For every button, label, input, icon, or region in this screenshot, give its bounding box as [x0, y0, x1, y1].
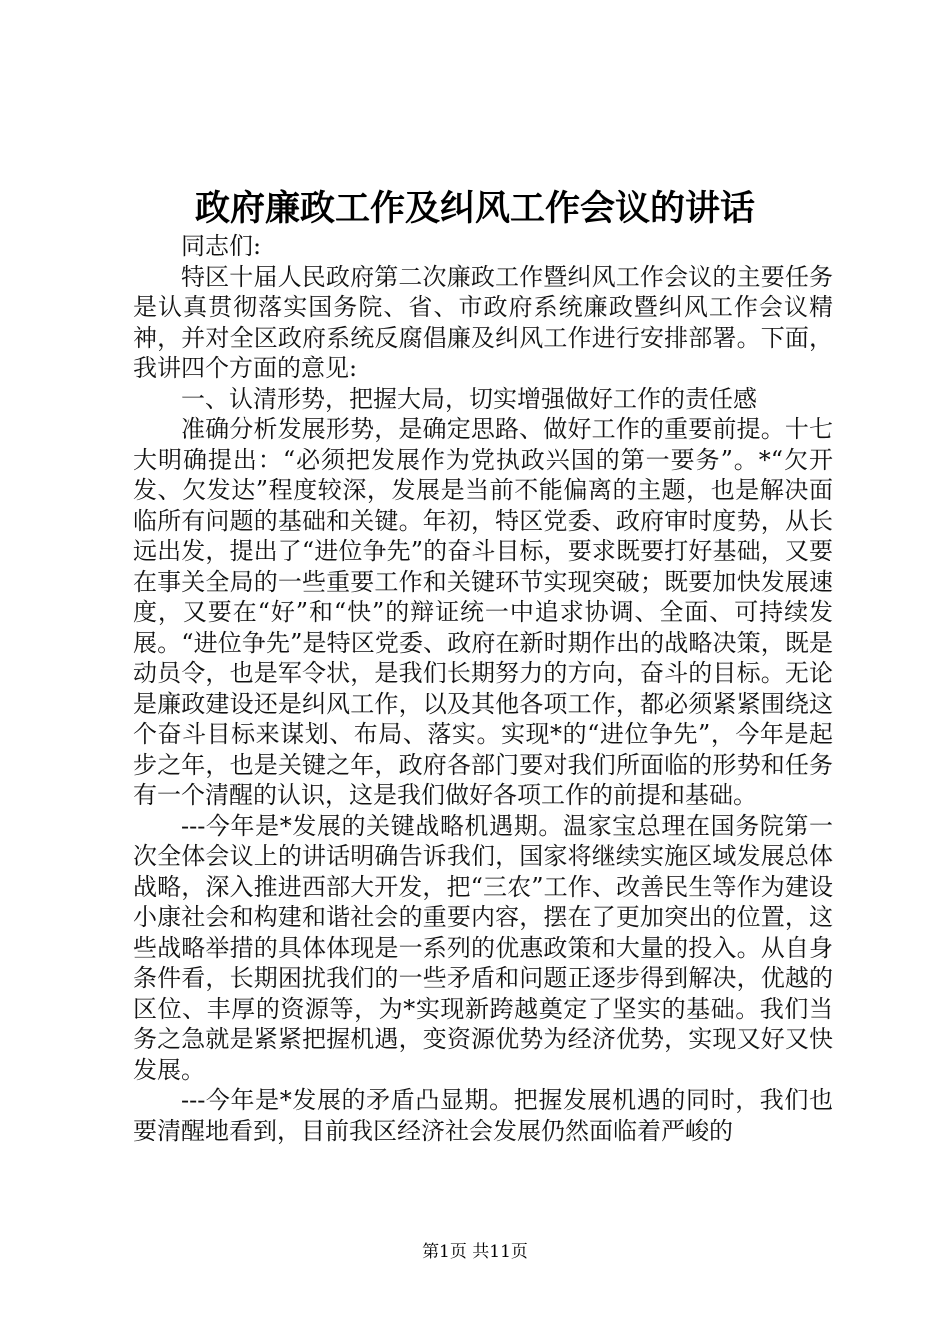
paragraph-intro: 特区十届人民政府第二次廉政工作暨纠风工作会议的主要任务是认真贯彻落实国务院、省、市政府系统廉政暨纠风工作会议精神，并对全区政府系统反腐倡廉及纠风工作进行安排部署。下面，我讲四个方面的意见: [133, 262, 833, 382]
paragraph-contradiction: ---今年是*发展的矛盾凸显期。把握发展机遇的同时，我们也要清醒地看到，目前我区经济社会发展仍然面临着严峻的 [133, 1086, 833, 1145]
document-body [133, 231, 833, 1146]
paragraph-opportunity: ---今年是*发展的关键战略机遇期。温家宝总理在国务院第一次全体会议上的讲话明确告诉我们，国家将继续实施区域发展总体战略，深入推进西部大开发，把“三农”工作、改善民生等作为建设小康社会和构建和谐社会的重要内容，摆在了更加突出的位置，这些战略举措的具体体现是一系列的优惠政策和大量的投入。从自身条件看，长期困扰我们的一些矛盾和问题正逐步得到解决，优越的区位、丰厚的资源等，为*实现新跨越奠定了坚实的基础。我们当务之急就是紧紧把握机遇，变资源优势为经济优势，实现又好又快发展。 [133, 811, 833, 1084]
document-title: 政府廉政工作及纠风工作会议的讲话 [194, 188, 755, 229]
section-heading: 一、认清形势，把握大局，切实增强做好工作的责任感 [181, 384, 757, 413]
page-number-footer: 第1页 共11页 [422, 1242, 528, 1262]
salutation: 同志们: [181, 232, 262, 260]
paragraph-situation: 准确分析发展形势，是确定思路、做好工作的重要前提。十七大明确提出：“必须把发展作为党执政兴国的第一要务”。*“欠开发、欠发达”程度较深，发展是当前不能偏离的主题，也是解决面临所有问题的基础和关键。年初，特区党委、政府审时度势，从长远出发，提出了“进位争先”的奋斗目标，要求既要打好基础，又要在事关全局的一些重要工作和关键环节实现突破；既要加快发展速度，又要在“好”和“快”的辩证统一中追求协调、全面、可持续发展。“进位争先”是特区党委、政府在新时期作出的战略决策，既是动员令，也是军令状，是我们长期努力的方向，奋斗的目标。无论是廉政建设还是纠风工作，以及其他各项工作，都必须紧紧围绕这个奋斗目标来谋划、布局、落实。实现*的“进位争先”，今年是起步之年，也是关键之年，政府各部门要对我们所面临的形势和任务有一个清醒的认识，这是我们做好各项工作的前提和基础。 [133, 415, 833, 809]
